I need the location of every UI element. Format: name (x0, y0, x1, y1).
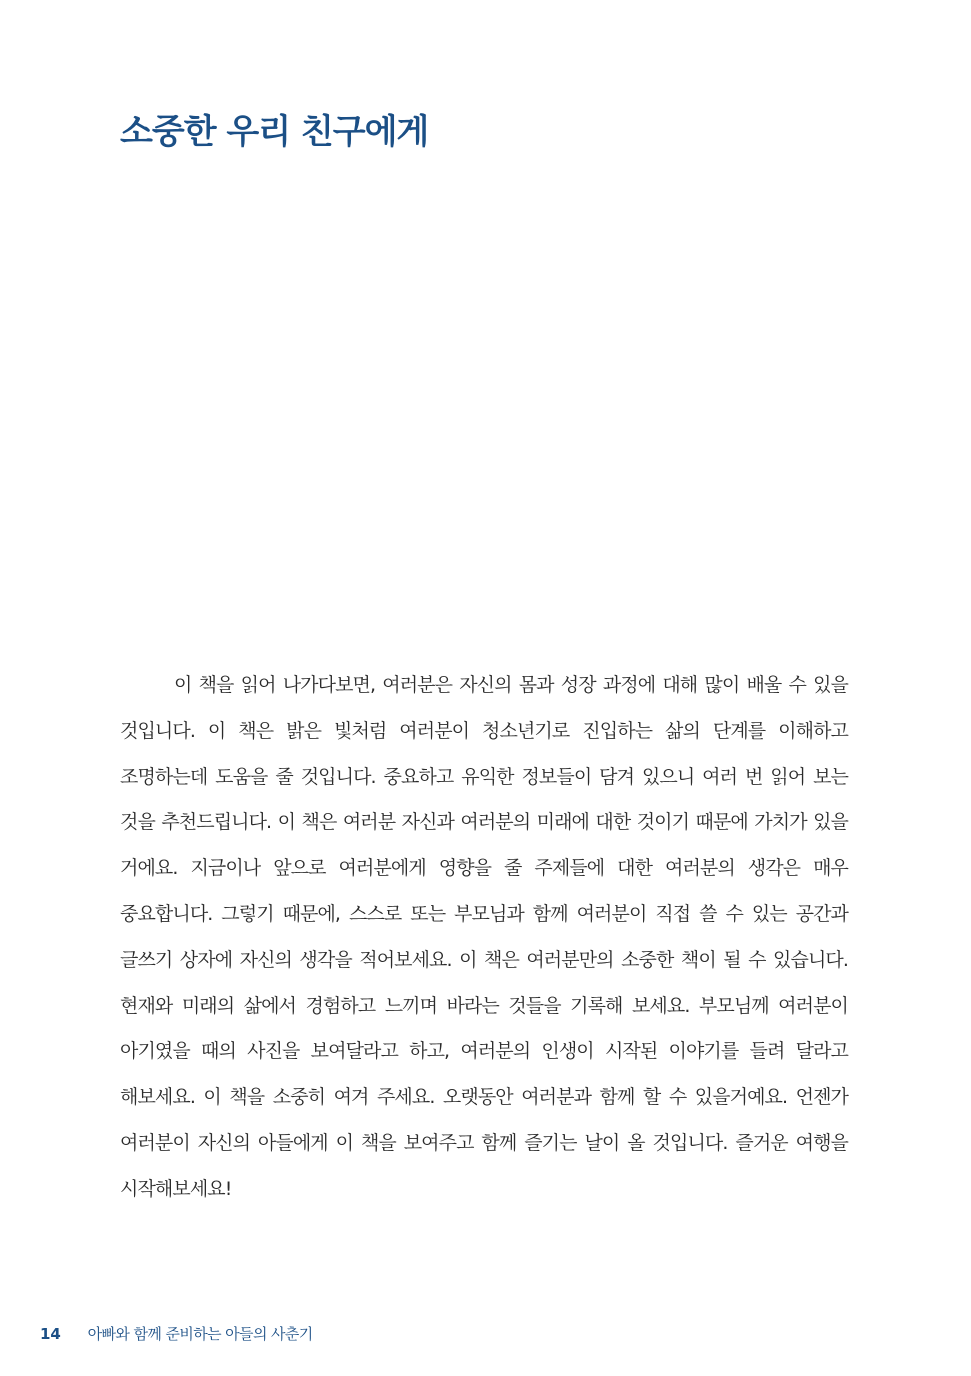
body-paragraph: 이 책을 읽어 나가다보면, 여러분은 자신의 몸과 성장 과정에 대해 많이 배울 수 있을 것입니다. 이 책은 밝은 빛처럼 여러분이 청소년기로 진입하는 삶의 단계를 이해하고 조명하는데 도움을 줄 것입니다. 중요하고 유익한 정보들이 담겨 있으니 여러 번 읽어 보는 것을 추천드립니다. 이 책은 여러분 자신과 여러분의 미래에 대한 것이기 때문에 가치가 있을 거에요. 지금이나 앞으로 여러분에게 영향을 줄 주제들에 대한 여러분의 생각은 매우 중요합니다. 그렇기 때문에, 스스로 또는 부모님과 함께 여러분이 직접 쓸 수 있는 공간과 글쓰기 상자에 자신의 생각을 적어보세요. 이 책은 여러분만의 소중한 책이 될 수 있습니다. 현재와 미래의 삶에서 경험하고 느끼며 바라는 것들을 기록해 보세요. 부모님께 여러분이 아기였을 때의 사진을 보여달라고 하고, 여러분의 인생이 시작된 이야기를 들려 달라고 해보세요. 이 책을 소중히 여겨 주세요. 오랫동안 여러분과 함께 할 수 있을거예요. 언젠가 여러분이 자신의 아들에게 이 책을 보여주고 함께 즐기는 날이 올 것입니다. 즐거운 여행을 시작해보세요! (120, 674, 849, 1200)
page-footer (40, 1323, 313, 1344)
page-title: 소중한 우리 친구에게 (120, 112, 429, 152)
page-number: 14 (40, 1325, 61, 1343)
running-book-title: 아빠와 함께 준비하는 아들의 사춘기 (87, 1325, 313, 1343)
